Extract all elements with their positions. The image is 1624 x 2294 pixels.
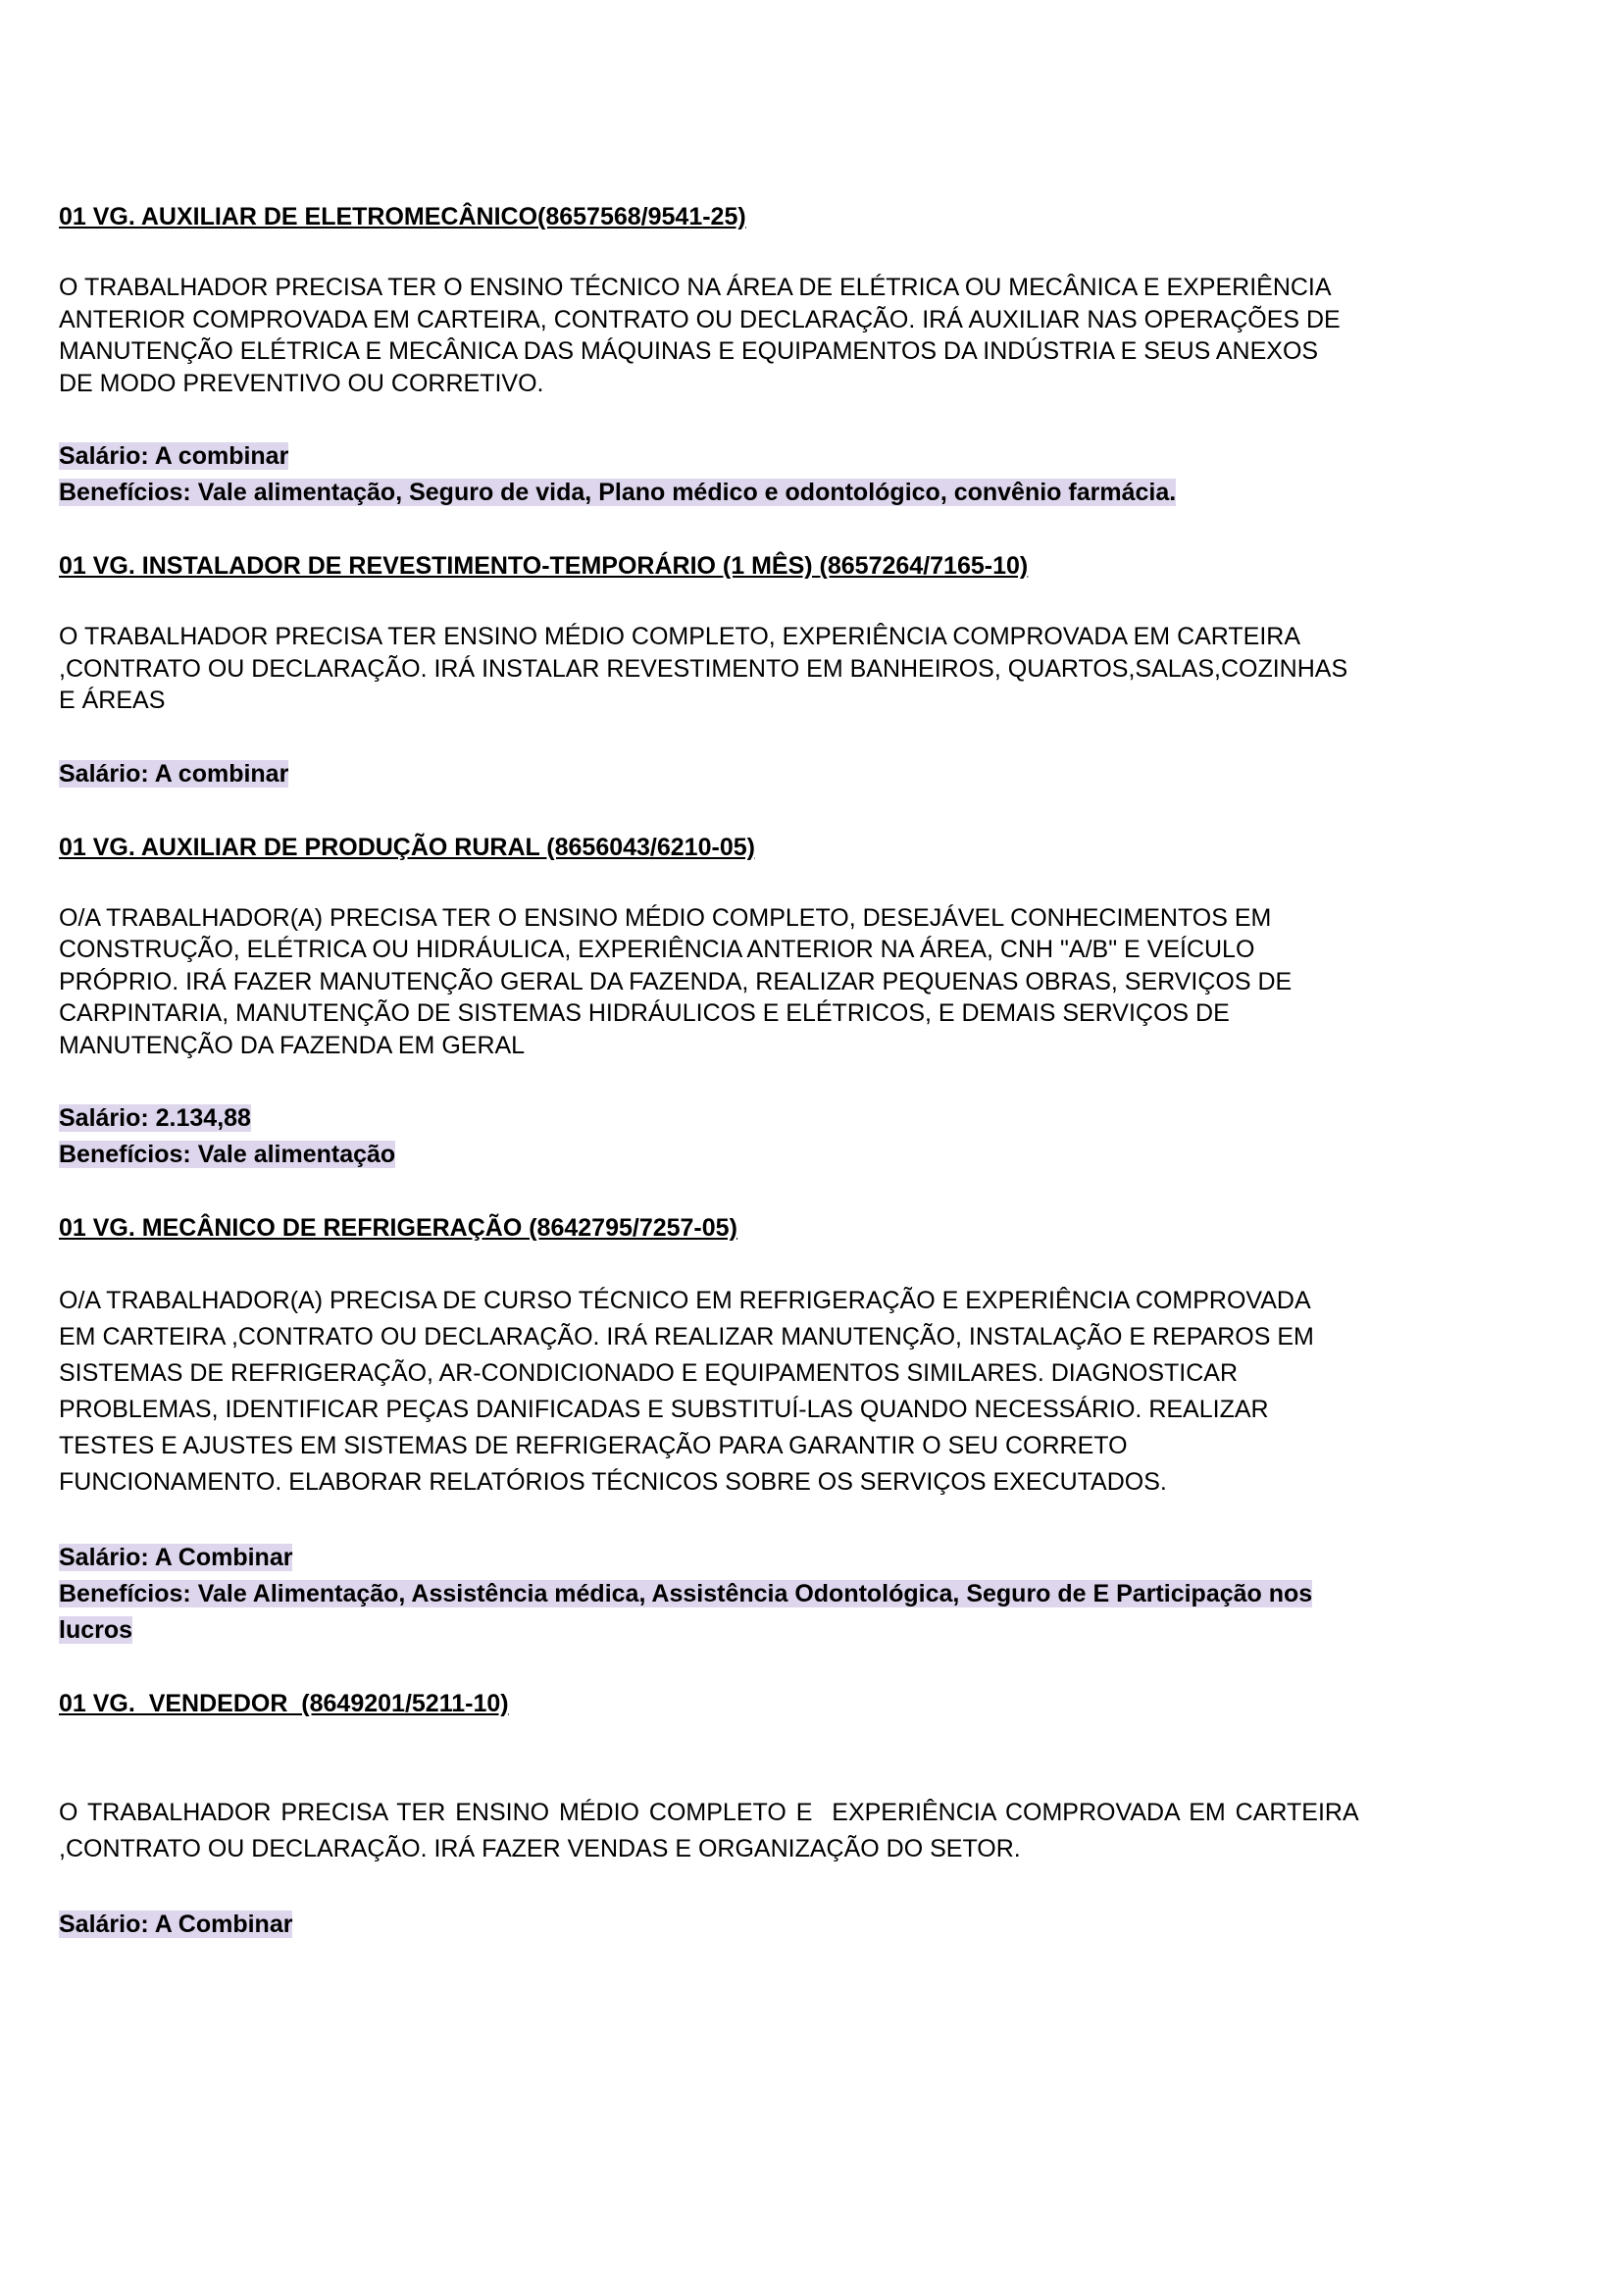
description-line: EM CARTEIRA ,CONTRATO OU DECLARAÇÃO. IRÁ REALIZAR MANUTENÇÃO, INSTALAÇÃO E REPAROS EM bbox=[59, 1323, 1314, 1351]
benefits bbox=[59, 1137, 1530, 1173]
document-page bbox=[59, 201, 1530, 1943]
job-listing-producao-rural bbox=[59, 832, 1530, 1174]
description-line: CARPINTARIA, MANUTENÇÃO DE SISTEMAS HIDRÁULICOS E ELÉTRICOS, E DEMAIS SERVIÇOS DE bbox=[59, 999, 1230, 1027]
job-title: 01 VG. MECÂNICO DE REFRIGERAÇÃO (8642795/7257-05) bbox=[59, 1214, 737, 1242]
spacer bbox=[59, 511, 1530, 550]
description-line: SISTEMAS DE REFRIGERAÇÃO, AR-CONDICIONADO E EQUIPAMENTOS SIMILARES. DIAGNOSTICAR bbox=[59, 1359, 1239, 1387]
description-line: ANTERIOR COMPROVADA EM CARTEIRA, CONTRATO OU DECLARAÇÃO. IRÁ AUXILIAR NAS OPERAÇÕES DE bbox=[59, 305, 1341, 333]
job-description bbox=[59, 1759, 1530, 1867]
description-line: E ÁREAS bbox=[59, 687, 166, 714]
job-listing-mecanico-refrigeracao bbox=[59, 1212, 1530, 1649]
job-description bbox=[59, 1283, 1530, 1501]
description-line: MANUTENÇÃO ELÉTRICA E MECÂNICA DAS MÁQUINAS E EQUIPAMENTOS DA INDÚSTRIA E SEUS ANEXOS bbox=[59, 337, 1319, 365]
benefits bbox=[59, 1576, 1530, 1649]
salary bbox=[59, 1540, 1530, 1576]
job-title: 01 VG. AUXILIAR DE PRODUÇÃO RURAL (8656043/6210-05) bbox=[59, 833, 755, 861]
job-listing-instalador-revestimento bbox=[59, 550, 1530, 792]
benefits bbox=[59, 475, 1530, 511]
description-line: O TRABALHADOR PRECISA TER ENSINO MÉDIO COMPLETO, EXPERIÊNCIA COMPROVADA EM CARTEIRA bbox=[59, 623, 1301, 650]
salary-text: Salário: 2.134,88 bbox=[59, 1104, 251, 1132]
salary bbox=[59, 756, 1530, 792]
job-description bbox=[59, 621, 1530, 717]
job-title: 01 VG. VENDEDOR (8649201/5211-10) bbox=[59, 1690, 509, 1717]
job-description bbox=[59, 272, 1530, 399]
salary-text: Salário: A combinar bbox=[59, 442, 289, 470]
salary-text: Salário: A Combinar bbox=[59, 1544, 293, 1571]
description-line: O TRABALHADOR PRECISA TER O ENSINO TÉCNICO NA ÁREA DE ELÉTRICA OU MECÂNICA E EXPERIÊNCIA bbox=[59, 274, 1332, 301]
description-line: MANUTENÇÃO DA FAZENDA EM GERAL bbox=[59, 1031, 526, 1059]
benefits-text: Benefícios: Vale Alimentação, Assistência médica, Assistência Odontológica, Seguro de E Participação nos bbox=[59, 1580, 1313, 1607]
spacer bbox=[59, 792, 1530, 832]
description-line: PRÓPRIO. IRÁ FAZER MANUTENÇÃO GERAL DA FAZENDA, REALIZAR PEQUENAS OBRAS, SERVIÇOS DE bbox=[59, 967, 1293, 995]
description-line: FUNCIONAMENTO. ELABORAR RELATÓRIOS TÉCNICOS SOBRE OS SERVIÇOS EXECUTADOS. bbox=[59, 1468, 1167, 1496]
description-line: O TRABALHADOR PRECISA TER ENSINO MÉDIO COMPLETO E EXPERIÊNCIA COMPROVADA EM CARTEIRA bbox=[59, 1799, 1359, 1826]
spacer bbox=[59, 1173, 1530, 1212]
salary bbox=[59, 1907, 1530, 1943]
description-line: PROBLEMAS, IDENTIFICAR PEÇAS DANIFICADAS E SUBSTITUÍ-LAS QUANDO NECESSÁRIO. REALIZAR bbox=[59, 1396, 1269, 1423]
salary bbox=[59, 438, 1530, 475]
description-line: O/A TRABALHADOR(A) PRECISA TER O ENSINO MÉDIO COMPLETO, DESEJÁVEL CONHECIMENTOS EM bbox=[59, 903, 1272, 932]
description-line: ,CONTRATO OU DECLARAÇÃO. IRÁ FAZER VENDAS E ORGANIZAÇÃO DO SETOR. bbox=[59, 1835, 1021, 1862]
salary bbox=[59, 1100, 1530, 1137]
spacer bbox=[59, 1649, 1530, 1688]
description-line: DE MODO PREVENTIVO OU CORRETIVO. bbox=[59, 369, 544, 397]
job-title: 01 VG. INSTALADOR DE REVESTIMENTO-TEMPORÁRIO (1 MÊS) (8657264/7165-10) bbox=[59, 552, 1029, 580]
description-line: ,CONTRATO OU DECLARAÇÃO. IRÁ INSTALAR REVESTIMENTO EM BANHEIROS, QUARTOS,SALAS,COZINHAS bbox=[59, 654, 1348, 683]
salary-text: Salário: A combinar bbox=[59, 759, 289, 788]
benefits-text: Benefícios: Vale alimentação bbox=[59, 1141, 396, 1168]
benefits-text: lucros bbox=[59, 1616, 133, 1644]
salary-text: Salário: A Combinar bbox=[59, 1911, 293, 1938]
job-listing-vendedor bbox=[59, 1688, 1530, 1943]
benefits-text: Benefícios: Vale alimentação, Seguro de vida, Plano médico e odontológico, convênio farmácia. bbox=[59, 479, 1177, 506]
job-listing-eletromecanico bbox=[59, 201, 1530, 511]
description-line: TESTES E AJUSTES EM SISTEMAS DE REFRIGERAÇÃO PARA GARANTIR O SEU CORRETO bbox=[59, 1432, 1128, 1459]
description-line: O/A TRABALHADOR(A) PRECISA DE CURSO TÉCNICO EM REFRIGERAÇÃO E EXPERIÊNCIA COMPROVADA bbox=[59, 1287, 1311, 1314]
description-line: CONSTRUÇÃO, ELÉTRICA OU HIDRÁULICA, EXPERIÊNCIA ANTERIOR NA ÁREA, CNH "A/B" E VEÍCULO bbox=[59, 936, 1255, 963]
job-title: 01 VG. AUXILIAR DE ELETROMECÂNICO(8657568/9541-25) bbox=[59, 203, 746, 230]
job-description bbox=[59, 902, 1530, 1062]
